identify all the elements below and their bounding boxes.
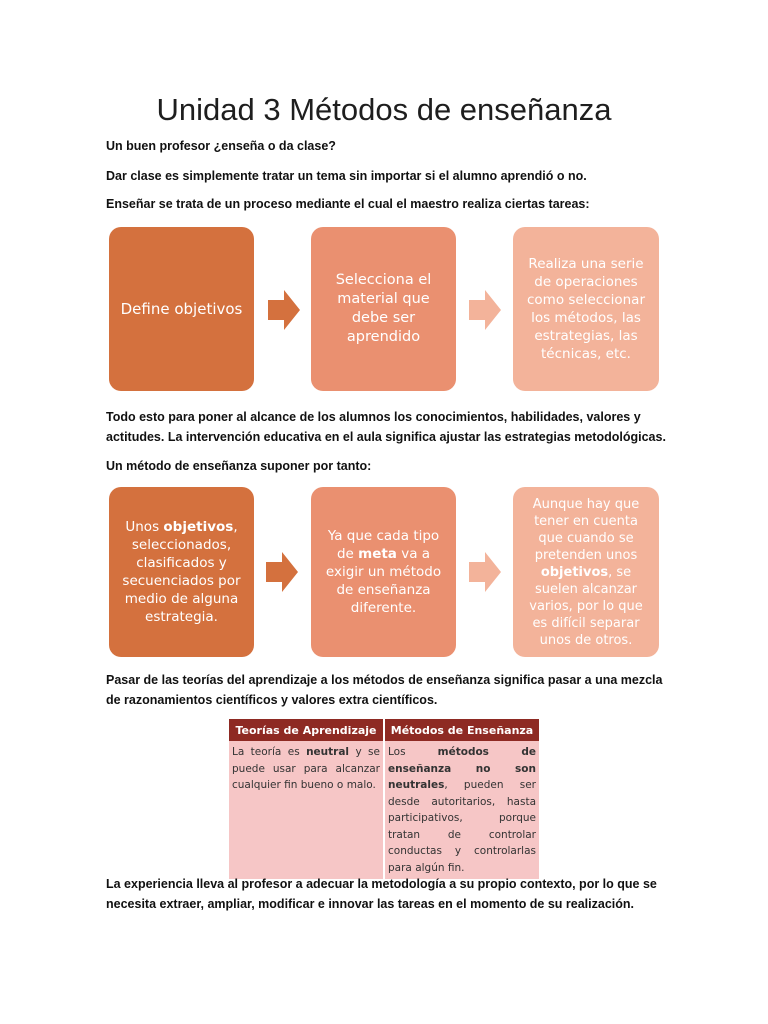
arrow-right-icon	[469, 552, 501, 592]
paragraph-pasar: Pasar de las teorías del aprendizaje a los métodos de enseñanza significa pasar a una mezcla de razonamientos científicos y valores extra científicos.	[106, 673, 663, 707]
comparison-table	[229, 719, 539, 879]
diagram2-box-aunque	[513, 487, 659, 657]
arrow-right-icon	[266, 552, 298, 592]
table-header-metodos: Métodos de Enseñanza	[384, 719, 539, 741]
paragraph-experiencia: La experiencia lleva al profesor a adecuar la metodología a su propio contexto, por lo que se necesita extraer, ampliar, modificar e innovar las tareas en el momento de su realización.	[106, 877, 657, 911]
arrow-right-icon	[268, 290, 300, 330]
paragraph-dar-clase: Dar clase es simplemente tratar un tema sin importar si el alumno aprendió o no.	[106, 169, 587, 183]
diagram2-box2-text: Ya que cada tipo de meta va a exigir un método de enseñanza diferente.	[325, 528, 442, 616]
table-header-row	[229, 719, 539, 741]
table-header-teorias: Teorías de Aprendizaje	[229, 719, 384, 741]
diagram2-box3-text: Aunque hay que tener en cuenta que cuando se pretenden unos objetivos, se suelen alcanzar varios, por lo que es difícil separar unos de otros.	[529, 496, 643, 648]
arrow-right-icon	[469, 290, 501, 330]
diagram2-box-meta	[311, 487, 456, 657]
diagram1-box-define: Define objetivos	[109, 227, 254, 391]
table-cell-metodos: Los métodos de enseñanza no son neutrales, pueden ser desde autoritarios, hasta participativos, porque tratan de controlar conductas y controlarlas para algún fin.	[384, 741, 539, 879]
page-title: Unidad 3 Métodos de enseñanza	[156, 92, 612, 127]
paragraph-question: Un buen profesor ¿enseña o da clase?	[106, 139, 336, 153]
diagram1-box-selecciona: Selecciona el material que debe ser aprendido	[311, 227, 456, 391]
paragraph-todo-esto: Todo esto para poner al alcance de los alumnos los conocimientos, habilidades, valores y actitudes. La intervención educativa en el aula significa ajustar las estrategias metodológicas.	[106, 410, 666, 444]
diagram1-box-realiza: Realiza una serie de operaciones como seleccionar los métodos, las estrategias, las técnicas, etc.	[513, 227, 659, 391]
paragraph-metodo: Un método de enseñanza suponer por tanto:	[106, 459, 372, 473]
diagram2-box1-text: Unos objetivos, seleccionados, clasificados y secuenciados por medio de alguna estrategia.	[122, 519, 241, 625]
paragraph-ensenar: Enseñar se trata de un proceso mediante el cual el maestro realiza ciertas tareas:	[106, 197, 590, 211]
table-row	[229, 741, 539, 879]
diagram2-box-objetivos	[109, 487, 254, 657]
table-cell-teorias: La teoría es neutral y se puede usar para alcanzar cualquier fin bueno o malo.	[229, 741, 384, 879]
